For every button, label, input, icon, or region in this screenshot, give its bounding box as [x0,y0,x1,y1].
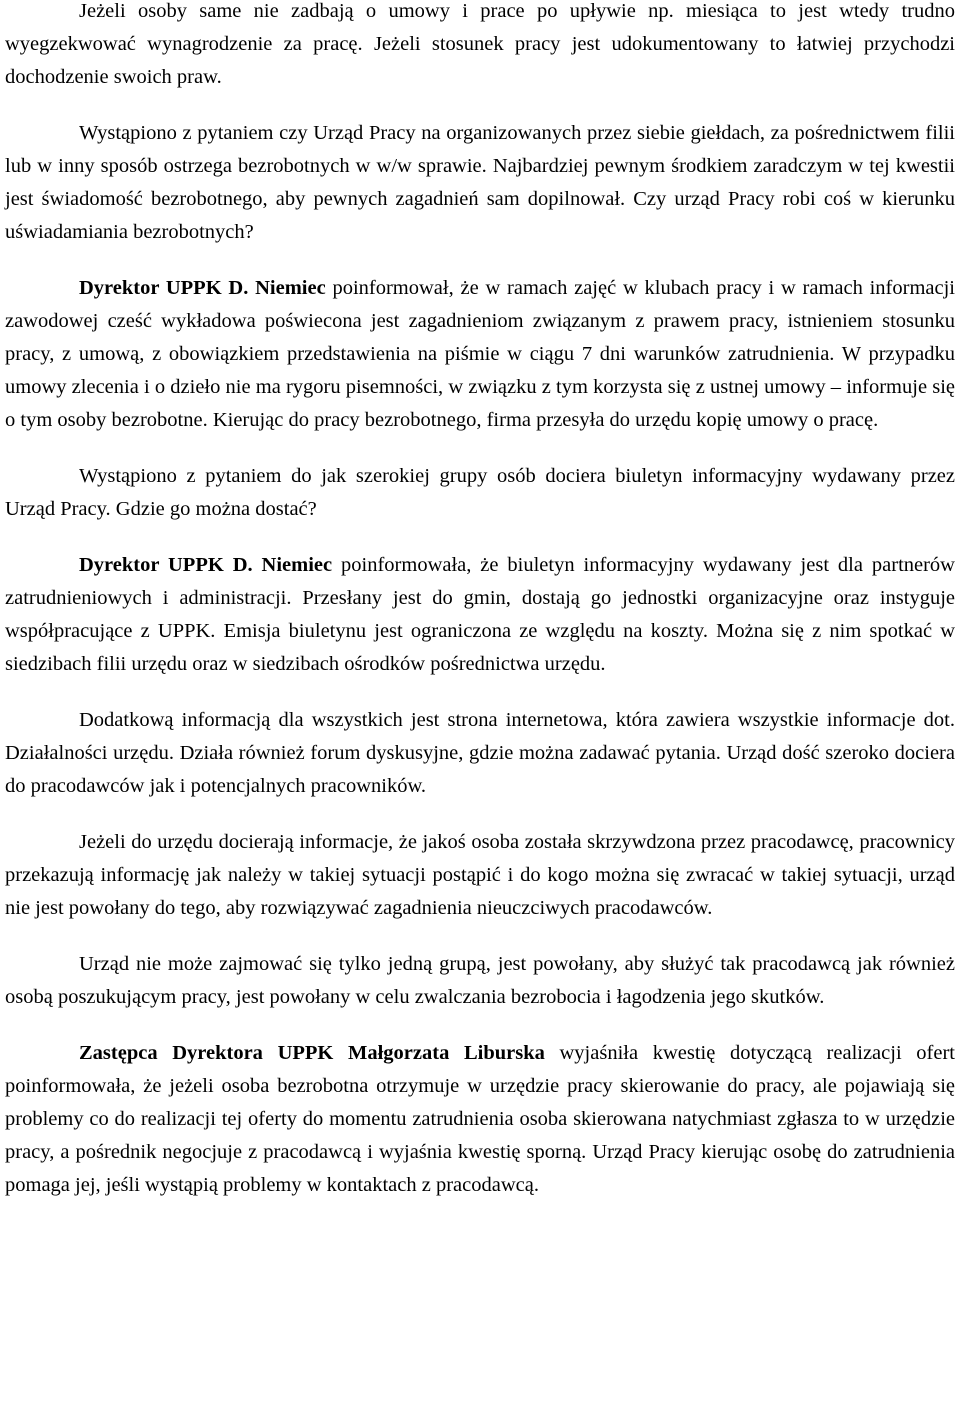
paragraph-1 [5,0,955,94]
paragraph-text: Dodatkową informacją dla wszystkich jest strona internetowa, która zawiera wszystkie informacje dot. Działalności urzędu. Działa również forum dyskusyjne, gdzie można zadawać pytania. Urząd dość szeroko dociera do pracodawców jak i potencjalnych pracowników. [5,709,955,797]
paragraph-7 [5,826,955,925]
paragraph-3 [5,272,955,437]
paragraph-6 [5,704,955,803]
paragraph-text: Jeżeli osoby same nie zadbają o umowy i prace po upływie np. miesiąca to jest wtedy trudno wyegzekwować wynagrodzenie za pracę. Jeżeli stosunek pracy jest udokumentowany to łatwiej przychodzi dochodzenie swoich praw. [5,0,955,88]
paragraph-text: Wystąpiono z pytaniem do jak szerokiej grupy osób dociera biuletyn informacyjny wydawany przez Urząd Pracy. Gdzie go można dostać? [5,465,955,520]
paragraph-9 [5,1037,955,1202]
paragraph-text: Jeżeli do urzędu docierają informacje, że jakoś osoba została skrzywdzona przez pracodawcę, pracownicy przekazują informację jak należy w takiej sytuacji postąpić i do kogo można się zwracać w takiej sytuacji, urząd nie jest powołany do tego, aby rozwiązywać zagadnienia nieuczciwych pracodawców. [5,831,955,919]
speaker-name: Dyrektor UPPK D. Niemiec [79,277,326,299]
speaker-name: Zastępca Dyrektora UPPK Małgorzata Liburska [79,1042,545,1064]
paragraph-2 [5,117,955,249]
paragraph-text: poinformował, że w ramach zajęć w klubach pracy i w ramach informacji zawodowej cześć wykładowa poświecona jest zagadnieniom związanym z prawem pracy, istnieniem stosunku pracy, z umową, z obowiązkiem przedstawienia na piśmie w ciągu 7 dni warunków zatrudnienia. W przypadku umowy zlecenia i o dzieło nie ma rygoru pisemności, w związku z tym korzysta się z ustnej umowy – informuje się o tym osoby bezrobotne. Kierując do pracy bezrobotnego, firma przesyła do urzędu kopię umowy o pracę. [5,277,955,431]
paragraph-5 [5,549,955,681]
paragraph-8 [5,948,955,1014]
speaker-name: Dyrektor UPPK D. Niemiec [79,554,333,576]
paragraph-text: wyjaśniła kwestię dotyczącą realizacji ofert poinformowała, że jeżeli osoba bezrobotna otrzymuje w urzędzie pracy skierowanie do pracy, ale pojawiają się problemy co do realizacji tej oferty do momentu zatrudnienia osoba skierowana natychmiast zgłasza to w urzędzie pracy, a pośrednik negocjuje z pracodawcą i wyjaśnia kwestię sporną. Urząd Pracy kierując osobę do zatrudnienia pomaga jej, jeśli wystąpią problemy w kontaktach z pracodawcą. [5,1042,955,1196]
paragraph-text: poinformowała, że biuletyn informacyjny wydawany jest dla partnerów zatrudnieniowych i administracji. Przesłany jest do gmin, dostają go jednostki organizacyjne oraz instyguje współpracujące z UPPK. Emisja biuletynu jest ograniczona ze względu na koszty. Można się z nim spotkać w siedzibach filii urzędu oraz w siedzibach ośrodków pośrednictwa urzędu. [5,554,955,675]
paragraph-4 [5,460,955,526]
paragraph-text: Wystąpiono z pytaniem czy Urząd Pracy na organizowanych przez siebie giełdach, za pośrednictwem filii lub w inny sposób ostrzega bezrobotnych w w/w sprawie. Najbardziej pewnym środkiem zaradczym w tej kwestii jest świadomość bezrobotnego, aby pewnych zagadnień sam dopilnował. Czy urząd Pracy robi coś w kierunku uświadamiania bezrobotnych? [5,122,955,243]
document-page [5,0,955,1225]
paragraph-text: Urząd nie może zajmować się tylko jedną grupą, jest powołany, aby służyć tak pracodawcą jak również osobą poszukującym pracy, jest powołany w celu zwalczania bezrobocia i łagodzenia jego skutków. [5,953,955,1008]
